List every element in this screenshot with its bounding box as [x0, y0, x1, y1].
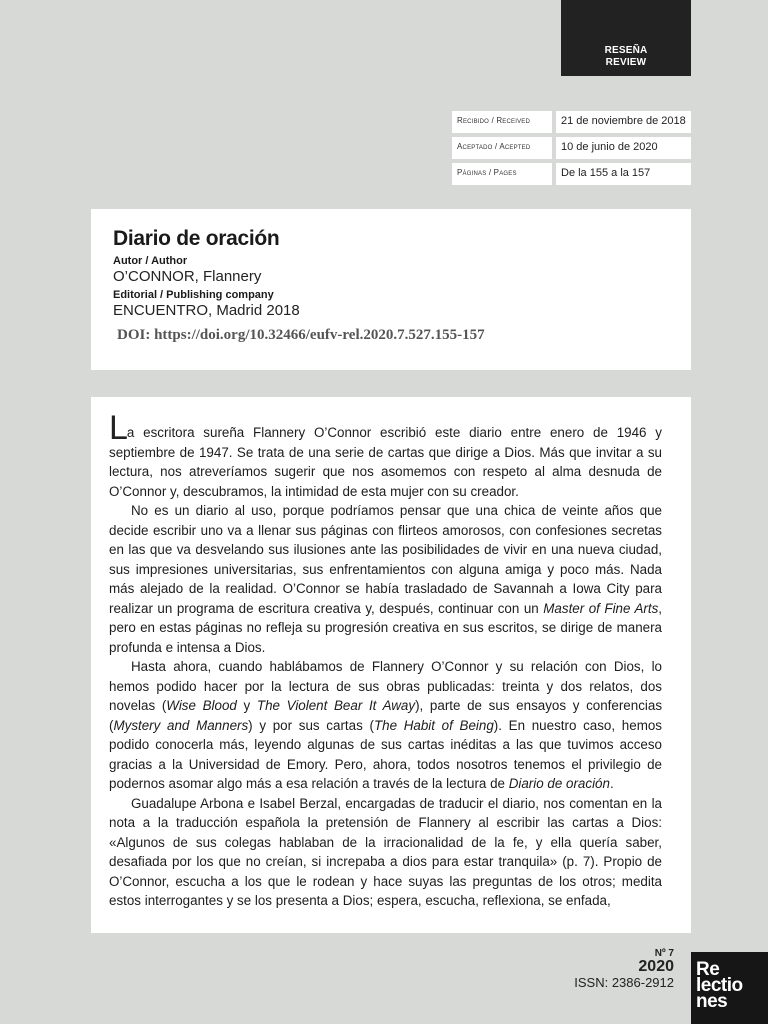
book-reference: The Habit of Being [373, 717, 494, 733]
meta-value: De la 155 a la 157 [556, 163, 691, 185]
journal-footer [574, 948, 674, 991]
publisher-name: ENCUENTRO, Madrid 2018 [113, 302, 300, 319]
section-tab [561, 0, 691, 76]
paragraph-3-text: ). En nuestro caso, hemos podido conocerla más, leyendo algunas de sus cartas inéditas a las que tuvimos acceso gracias a la Universidad de Emory. Pero, ahora, todos nosotros tenemos el privilegio de podernos asomar algo más a esa relación a través de la lectura de [109, 717, 662, 791]
logo-line-2: lectio [696, 975, 743, 996]
logo-line-1: Re [696, 959, 720, 980]
paragraph-3-text: y [236, 698, 257, 713]
book-reference: Wise Blood [166, 698, 237, 713]
book-reference: Mystery and Manners [113, 717, 249, 733]
doi-link[interactable]: DOI: https://doi.org/10.32466/eufv-rel.2020.7.527.155-157 [117, 327, 485, 343]
book-title: Diario de oración [113, 227, 280, 250]
section-tab-es: RESEÑA [604, 45, 648, 56]
meta-value: 21 de noviembre de 2018 [556, 111, 691, 133]
meta-key: Aceptado / Acepted [452, 137, 552, 159]
review-body [91, 397, 691, 933]
drop-cap: L [109, 409, 128, 447]
journal-logo [691, 952, 768, 1024]
paragraph-3 [109, 657, 662, 794]
author-label: Autor / Author [113, 255, 188, 267]
paragraph-2 [109, 501, 662, 657]
paragraph-3-text: . [609, 776, 614, 791]
paragraph-3-text: Hasta ahora, cuando hablábamos de Flannery O’Connor y su relación con Dios, lo hemos podido hacer por la lectura de sus obras publicadas: treinta y dos relatos, dos novelas ( [109, 659, 662, 713]
paragraph-2-text: No es un diario al uso, porque podríamos pensar que una chica de veinte años que decide escribir uno va a llenar sus páginas con flirteos amorosos, con confesiones secretas en las que va desvelando sus ilusiones ante las posibilidades de vivir en una nueva ciudad, sus impresiones universitarias, sus enfrentamientos con alguna amiga y poco más. Nada más alejado de la realidad. O’Connor se había trasladado de Savannah a Iowa City para realizar un programa de escritura creativa y, después, continuar con un [109, 503, 662, 616]
section-tab-en: REVIEW [605, 57, 647, 68]
paragraph-3-text: ) y por sus cartas ( [248, 717, 374, 733]
issn: ISSN: 2386-2912 [574, 975, 674, 990]
book-reference: Diario de oración [508, 776, 610, 791]
paragraph-4 [109, 794, 662, 911]
meta-key: Páginas / Pages [452, 163, 552, 185]
paragraph-1 [109, 409, 662, 501]
paragraph-1-text: a escritora sureña Flannery O’Connor escribió este diario entre enero de 1946 y septiembre de 1947. Se trata de una serie de cartas que dirige a Dios. Más que invitar a su lectura, nos atreveríamos sugerir que nos asomemos con respeto al alma desnuda de O’Connor y, descubramos, la intimidad de esta mujer con su creador. [109, 425, 662, 499]
publisher-label: Editorial / Publishing company [113, 289, 274, 301]
book-reference: The Violent Bear It Away [256, 698, 416, 713]
logo-line-3: nes [696, 991, 728, 1012]
meta-value: 10 de junio de 2020 [556, 137, 691, 159]
issue-number: Nº 7 [654, 948, 674, 959]
meta-row-accepted [452, 137, 691, 159]
meta-key: Recibido / Received [452, 111, 552, 133]
meta-row-pages [452, 163, 691, 185]
paragraph-4-text: Guadalupe Arbona e Isabel Berzal, encargadas de traducir el diario, nos comentan en la nota a la traducción española la pretensión de Flannery al escribir las cartas a Dios: «Algunos de sus colegas hablaban de la irracionalidad de la fe, y ella quería saber, desafiada por los que no creían, si increpaba a dios para estar tranquila» (p. 7). Propio de O’Connor, escucha a los que le rodean y hace suyas las preguntas de los otros; medita estos interrogantes y se los presenta a Dios; espera, escucha, reflexiona, se enfada, [109, 795, 662, 908]
issue-year: 2020 [638, 958, 674, 975]
paragraph-3-text: ), parte de sus ensayos y conferencias ( [109, 698, 663, 733]
book-reference: Master of Fine Arts [543, 600, 659, 616]
author-name: O’CONNOR, Flannery [113, 268, 262, 285]
meta-row-received [452, 111, 691, 133]
paragraph-2-text: , pero en estas páginas no refleja su progresión creativa en sus escritos, se dirige de manera profunda e intensa a Dios. [109, 600, 662, 655]
book-info-box [91, 209, 691, 370]
